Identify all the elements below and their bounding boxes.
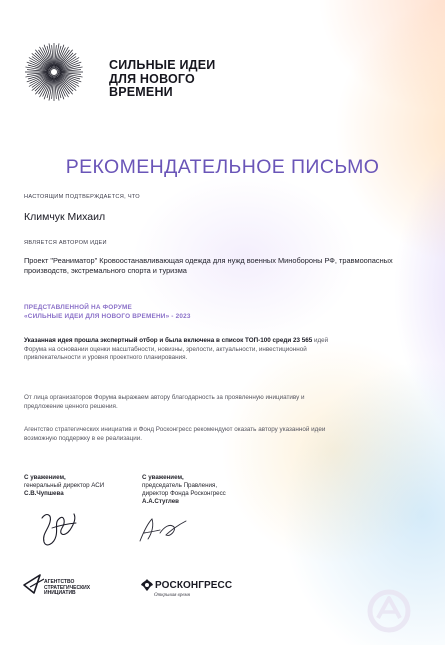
selection-rest-text: идей Форума на основании оценки масштабности, новизны, зрелости, актуальности, инвестиционной привлекательности и уровня проектного планирования. [24, 337, 329, 361]
selection-paragraph [24, 337, 339, 363]
forum-heading [24, 304, 344, 321]
author-text: ЯВЛЯЕТСЯ АВТОРОМ ИДЕИ [24, 240, 107, 246]
asi-logo-line: ИНИЦИАТИВ [44, 590, 76, 597]
asi-logo-text [44, 580, 114, 597]
signature-greeting: С уважением, [142, 474, 184, 481]
sunburst-logo-icon [22, 40, 86, 104]
signature-greeting: С уважением, [24, 474, 66, 481]
handwritten-signature-2 [136, 515, 190, 545]
org-logo-line: ВРЕМЕНИ [109, 85, 173, 99]
handwritten-signature-1 [36, 508, 80, 550]
selection-bold-text: Указанная идея прошла экспертный отбор и была включена в список ТОП-100 среди 23 565 [24, 337, 313, 344]
signature-block-roscongress [142, 474, 282, 506]
roscongress-tagline: Открывая время [154, 593, 190, 598]
signature-position: председатель Правления, [142, 482, 218, 489]
letter-title: РЕКОМЕНДАТЕЛЬНОЕ ПИСЬМО [65, 156, 380, 178]
org-logo-line: СИЛЬНЫЕ ИДЕИ [109, 58, 216, 72]
confirm-text: НАСТОЯЩИМ ПОДТВЕРЖДАЕТСЯ, ЧТО [24, 194, 140, 200]
watermark-emblem-icon [366, 588, 412, 634]
recipient-name: Климчук Михаил [24, 211, 106, 223]
recommendation-paragraph: Агентство стратегических инициатив и Фонд Росконгресс рекомендуют оказать автору указанной идеи возможную поддержку в ее реализации. [24, 426, 326, 442]
gratitude-paragraph: От лица организаторов Форума выражаем автору благодарность за проявленную инициативу и предложение ценного решения. [24, 394, 305, 410]
project-details: Кровоостанавливающая одежда для нужд военных Минобороны РФ, травмоопасных производств, экстремального спорта и туризма [24, 256, 393, 275]
roscongress-logo-icon [140, 578, 154, 592]
asi-logo-line: АГЕНТСТВО [44, 579, 75, 585]
signature-name: С.В.Чупшева [24, 490, 64, 497]
signature-block-asi [24, 474, 144, 498]
signature-position: генеральный директор АСИ [24, 482, 105, 489]
forum-line: «СИЛЬНЫЕ ИДЕИ ДЛЯ НОВОГО ВРЕМЕНИ» - 2023 [24, 312, 191, 320]
signature-position: директор Фонда Росконгресс [142, 490, 226, 497]
project-name: "Реаниматор" [50, 256, 98, 265]
org-logo-line: ДЛЯ НОВОГО [109, 71, 195, 86]
project-description [24, 256, 424, 276]
asi-logo-line: СТРАТЕГИЧЕСКИХ [44, 584, 91, 591]
roscongress-name: РОСКОНГРЕСС [155, 580, 233, 591]
project-prefix: Проект [24, 256, 51, 265]
signature-name: А.А.Стуглев [142, 498, 179, 505]
org-logo-text [109, 59, 259, 100]
forum-line: ПРЕДСТАВЛЕННОЙ НА ФОРУМЕ [24, 304, 132, 311]
